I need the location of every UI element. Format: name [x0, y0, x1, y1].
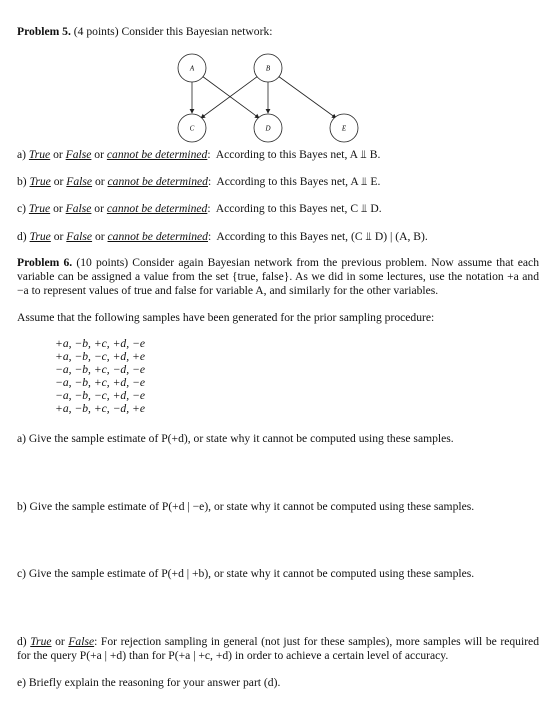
- svg-text:C: C: [189, 124, 195, 133]
- problem5-label: Problem 5.: [17, 25, 71, 38]
- svg-text:A: A: [189, 64, 195, 73]
- node-b: [254, 54, 282, 82]
- choice-false[interactable]: False: [66, 175, 93, 188]
- svg-text:B: B: [265, 64, 271, 73]
- sample-line: −a, −b, +c, +d, −e: [55, 376, 145, 389]
- question-text: According to this Bayes net, A ⫫ B.: [215, 148, 381, 161]
- node-a: [178, 54, 206, 82]
- choice-cannot-be-determined[interactable]: cannot be determined: [107, 230, 208, 243]
- problem5-question-d: d) True or False or cannot be determined: According to this Bayes net, (C ⫫ D) | (A, B).: [17, 230, 428, 243]
- problem6-intro: [17, 256, 539, 298]
- choice-cannot-be-determined[interactable]: cannot be determined: [107, 175, 208, 188]
- edge-a-d: [202, 76, 259, 118]
- choice-true[interactable]: True: [28, 148, 51, 161]
- edge-b-e: [278, 76, 336, 118]
- choice-true[interactable]: True: [29, 175, 51, 188]
- question-text: : For rejection sampling in general (not just for these samples), more samples will be required for the query P(+a | +d) than for P(+a | +c, +d) in order to achieve a certain level of accuracy.: [17, 635, 539, 662]
- choice-false[interactable]: False: [66, 230, 93, 243]
- node-c: [178, 114, 206, 142]
- choice-false[interactable]: False: [65, 148, 92, 161]
- sample-line: −a, −b, +c, −d, −e: [55, 363, 145, 376]
- problem5-question-a: a) True or False or cannot be determined: According to this Bayes net, A ⫫ B.: [17, 148, 381, 161]
- sample-line: +a, −b, −c, +d, +e: [55, 350, 145, 363]
- problem5-intro: (4 points) Consider this Bayesian network:: [73, 25, 273, 38]
- edge-b-c: [201, 76, 258, 118]
- sample-line: +a, −b, +c, +d, −e: [55, 337, 145, 350]
- choice-false[interactable]: False: [68, 635, 95, 648]
- svg-text:D: D: [265, 124, 271, 133]
- problem6-question-b: b) Give the sample estimate of P(+d | −e), or state why it cannot be computed using these samples.: [17, 500, 475, 513]
- problem6-assume: Assume that the following samples have been generated for the prior sampling procedure:: [17, 311, 435, 324]
- svg-text:E: E: [341, 124, 347, 133]
- problem5-question-c: c) True or False or cannot be determined: According to this Bayes net, C ⫫ D.: [17, 202, 382, 215]
- problem6-question-e: e) Briefly explain the reasoning for your answer part (d).: [17, 676, 281, 689]
- node-e: [330, 114, 358, 142]
- question-text: According to this Bayes net, C ⫫ D.: [215, 202, 382, 215]
- choice-true[interactable]: True: [30, 635, 52, 648]
- sample-line: −a, −b, −c, +d, −e: [55, 389, 145, 402]
- bayes-net-diagram: [160, 52, 370, 144]
- problem5-header: [17, 25, 272, 39]
- problem6-question-c: c) Give the sample estimate of P(+d | +b), or state why it cannot be computed using these samples.: [17, 567, 475, 580]
- choice-false[interactable]: False: [65, 202, 92, 215]
- choice-true[interactable]: True: [28, 202, 51, 215]
- question-text: According to this Bayes net, A ⫫ E.: [216, 175, 381, 188]
- problem6-intro-text: (10 points) Consider again Bayesian network from the previous problem. Now assume that each variable can be assigned a value from the set {true, false}. As we did in some lectures, use the notation +a and −a to represent values of true and false for variable A, and similarly for the other variables.: [17, 256, 539, 297]
- choice-true[interactable]: True: [29, 230, 51, 243]
- problem6-question-d: d) True or False: For rejection sampling in general (not just for these samples), more samples will be required for the query P(+a | +d) than for P(+a | +c, +d) in order to achieve a certain level of accuracy.: [17, 635, 539, 662]
- problem5-question-b: b) True or False or cannot be determined: According to this Bayes net, A ⫫ E.: [17, 175, 381, 188]
- choice-cannot-be-determined[interactable]: cannot be determined: [106, 148, 208, 161]
- question-text: According to this Bayes net, (C ⫫ D) | (A, B).: [216, 230, 428, 243]
- node-d: [254, 114, 282, 142]
- problem6-question-a: a) Give the sample estimate of P(+d), or state why it cannot be computed using these samples.: [17, 432, 454, 445]
- choice-cannot-be-determined[interactable]: cannot be determined: [106, 202, 208, 215]
- sample-line: +a, −b, +c, −d, +e: [55, 402, 145, 415]
- problem6-label: Problem 6.: [17, 256, 73, 269]
